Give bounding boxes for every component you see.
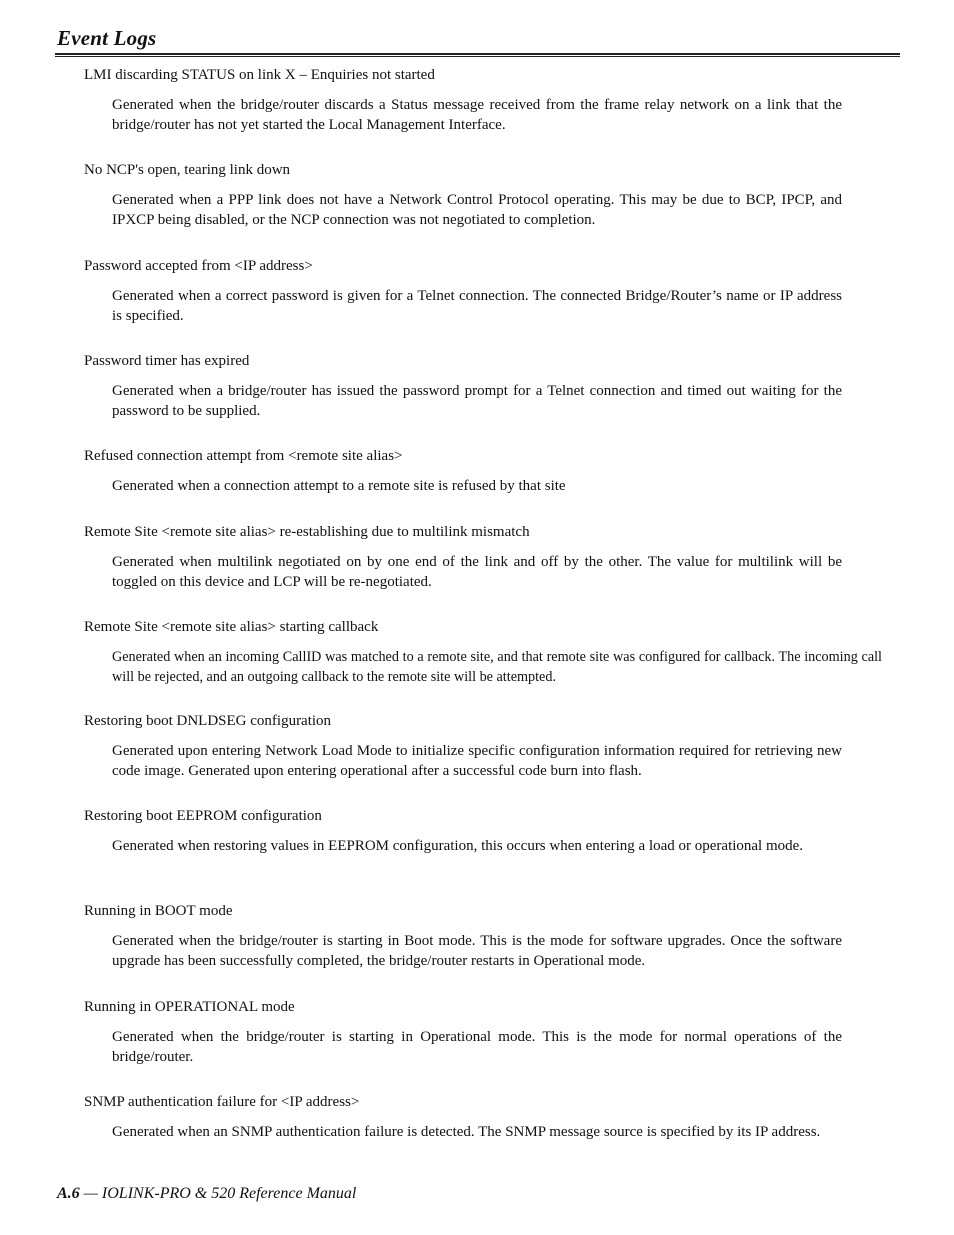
entry-title: Refused connection attempt from <remote site alias> bbox=[84, 448, 403, 464]
entry-title: SNMP authentication failure for <IP address> bbox=[84, 1094, 360, 1110]
entry-title: No NCP's open, tearing link down bbox=[84, 162, 291, 178]
page-header-title: Event Logs bbox=[57, 26, 157, 50]
entry-description: Generated when a PPP link does not have a Network Control Protocol operating. This may be due to BCP, IPCP, and IPXCP being disabled, or the NCP connection was not negotiated to completion. bbox=[112, 192, 842, 228]
header-rule bbox=[55, 53, 900, 57]
entry-title: Restoring boot EEPROM configuration bbox=[84, 808, 322, 824]
entry-description: Generated when the bridge/router discards a Status message received from the frame relay network on a link that the bridge/router has not yet started the Local Management Interface. bbox=[112, 97, 842, 133]
entry-title: Running in BOOT mode bbox=[84, 903, 233, 919]
page-footer bbox=[57, 1185, 356, 1203]
entry-title: Restoring boot DNLDSEG configuration bbox=[84, 713, 332, 729]
entry-description: Generated when a bridge/router has issued the password prompt for a Telnet connection and timed out waiting for the password to be supplied. bbox=[112, 383, 842, 419]
entry-title: Running in OPERATIONAL mode bbox=[84, 999, 295, 1015]
entry-title: Password timer has expired bbox=[84, 353, 250, 369]
entry-title: Password accepted from <IP address> bbox=[84, 258, 313, 274]
entry-description: Generated when a connection attempt to a remote site is refused by that site bbox=[112, 478, 566, 494]
entry-title: Remote Site <remote site alias> starting callback bbox=[84, 619, 379, 635]
entry-description: Generated when an SNMP authentication failure is detected. The SNMP message source is specified by its IP address. bbox=[112, 1124, 821, 1140]
page-number: A.6 bbox=[57, 1185, 80, 1202]
entry-description: Generated when restoring values in EEPROM configuration, this occurs when entering a load or operational mode. bbox=[112, 838, 804, 854]
entry-title: Remote Site <remote site alias> re-establishing due to multilink mismatch bbox=[84, 524, 530, 540]
entry-description: Generated when multilink negotiated on by one end of the link and off by the other. The value for multilink will be toggled on this device and LCP will be re-negotiated. bbox=[112, 554, 842, 590]
manual-title: IOLINK-PRO & 520 Reference Manual bbox=[101, 1185, 357, 1202]
entry-title: LMI discarding STATUS on link X – Enquiries not started bbox=[84, 67, 435, 83]
entry-description: Generated upon entering Network Load Mode to initialize specific configuration information required for retrieving new code image. Generated upon entering operational after a successful code burn into flash. bbox=[112, 743, 842, 779]
entry-description: Generated when the bridge/router is starting in Operational mode. This is the mode for normal operations of the bridge/router. bbox=[112, 1029, 842, 1065]
footer-separator: — bbox=[79, 1185, 102, 1202]
entry-description: Generated when an incoming CallID was matched to a remote site, and that remote site was configured for callback. The incoming call will be rejected, and an outgoing callback to the remote site will be attempted. bbox=[112, 649, 882, 685]
entry-description: Generated when a correct password is given for a Telnet connection. The connected Bridge/Router’s name or IP address is specified. bbox=[112, 288, 842, 324]
entry-description: Generated when the bridge/router is starting in Boot mode. This is the mode for software upgrades. Once the software upgrade has been successfully completed, the bridge/router restarts in Operational mode. bbox=[112, 933, 842, 969]
